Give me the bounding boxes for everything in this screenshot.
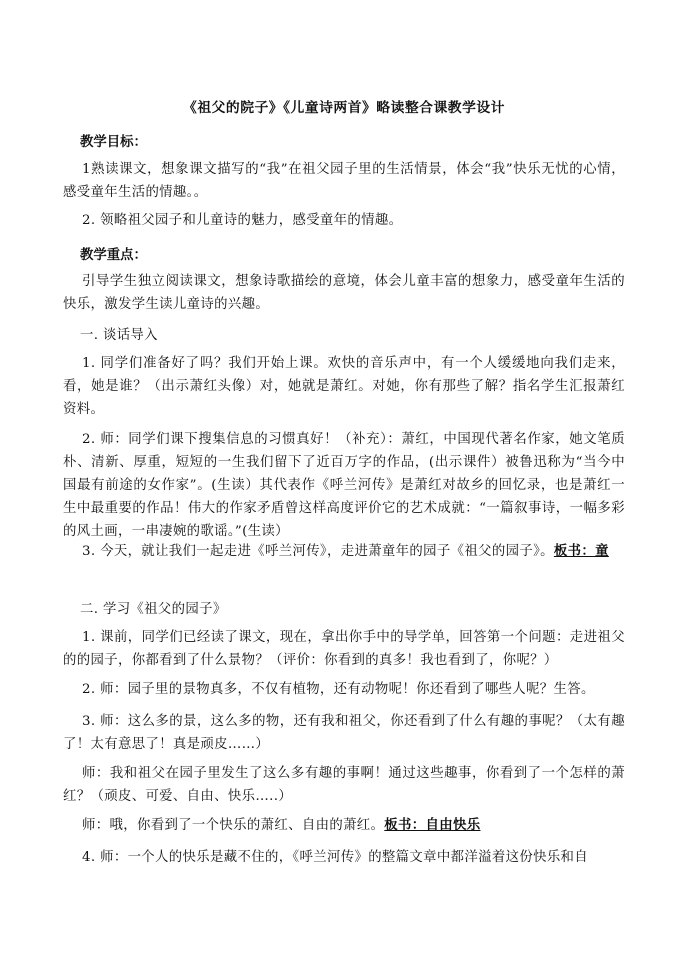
question-1: 1. 课前，同学们已经读了课文，现在，拿出你手中的导学单，回答第一个问题：走进祖父的的园子，你都看到了什么景物？（评价：你看到的真多！我也看到了，你呢？） [63,630,625,668]
goal-2: 2. 领略祖父园子和儿童诗的魅力，感受童年的情趣。 [82,213,403,228]
section-study-heading: 二. 学习《祖父的园子》 [80,602,227,617]
blackboard-note-freedom: 板书：自由快乐 [384,817,481,833]
section-intro-heading: 一. 谈话导入 [80,328,158,343]
blackboard-note-tong: 板书：童 [553,543,609,559]
paragraph-3 [63,540,625,563]
document-title: 《祖父的院子》《儿童诗两首》略读整合课教学设计 [183,100,505,116]
paragraph-1: 1. 同学们准备好了吗？我们开始上课。欢快的音乐声中，有一个人缓缓地向我们走来，看，她是谁？（出示萧红头像）对，她就是萧红。对她，你有那些了解？指名学生汇报萧红资料。 [63,356,625,417]
question-3: 3. 师：这么多的景，这么多的物，还有我和祖父，你还看到了什么有趣的事呢？（太有趣了！太有意思了！真是顽皮……） [63,714,625,752]
teacher-line-2 [63,814,625,837]
focus-heading: 教学重点： [80,247,147,263]
goals-heading: 教学目标： [80,134,147,150]
question-2: 2. 师：园子里的景物真多，不仅有植物，还有动物呢！你还看到了哪些人呢？生答。 [82,682,595,697]
goal-1: 1熟读课文，想象课文描写的“我”在祖父园子里的生活情景，体会“我”快乐无忧的心情，感受童年生活的情趣。。 [63,162,625,200]
teacher-line-1: 师：我和祖父在园子里发生了这么多有趣的事啊！通过这些趣事，你看到了一个怎样的萧红？（顽皮、可爱、自由、快乐…..） [63,766,625,804]
paragraph-2: 2. 师：同学们课下搜集信息的习惯真好！（补充）：萧红，中国现代著名作家，她文笔质朴、清新、厚重，短短的一生我们留下了近百万字的作品，(出示课件）被鲁迅称为“当今中国最有前途的女作家”。(生读）其代表作《呼兰河传》是萧红对故乡的回忆录，也是萧红一生中最重要的作品！伟大的作家矛盾曾这样高度评价它的艺术成就：“一篇叙事诗，一幅多彩的风土画，一串凄婉的歌谣。”(生读） [63,432,625,539]
paragraph-3-text: 3. 今天，就让我们一起走进《呼兰河传》，走进萧童年的园子《祖父的园子》。 [82,544,554,559]
focus-text: 引导学生独立阅读课文，想象诗歌描绘的意境，体会儿童丰富的想象力，感受童年生活的快乐，激发学生读儿童诗的兴趣。 [63,274,625,312]
question-4: 4. 师：一个人的快乐是藏不住的，《呼兰河传》的整篇文章中都洋溢着这份快乐和自 [82,850,589,865]
teacher-line-2-text: 师：哦，你看到了一个快乐的萧红、自由的萧红。 [82,818,385,833]
